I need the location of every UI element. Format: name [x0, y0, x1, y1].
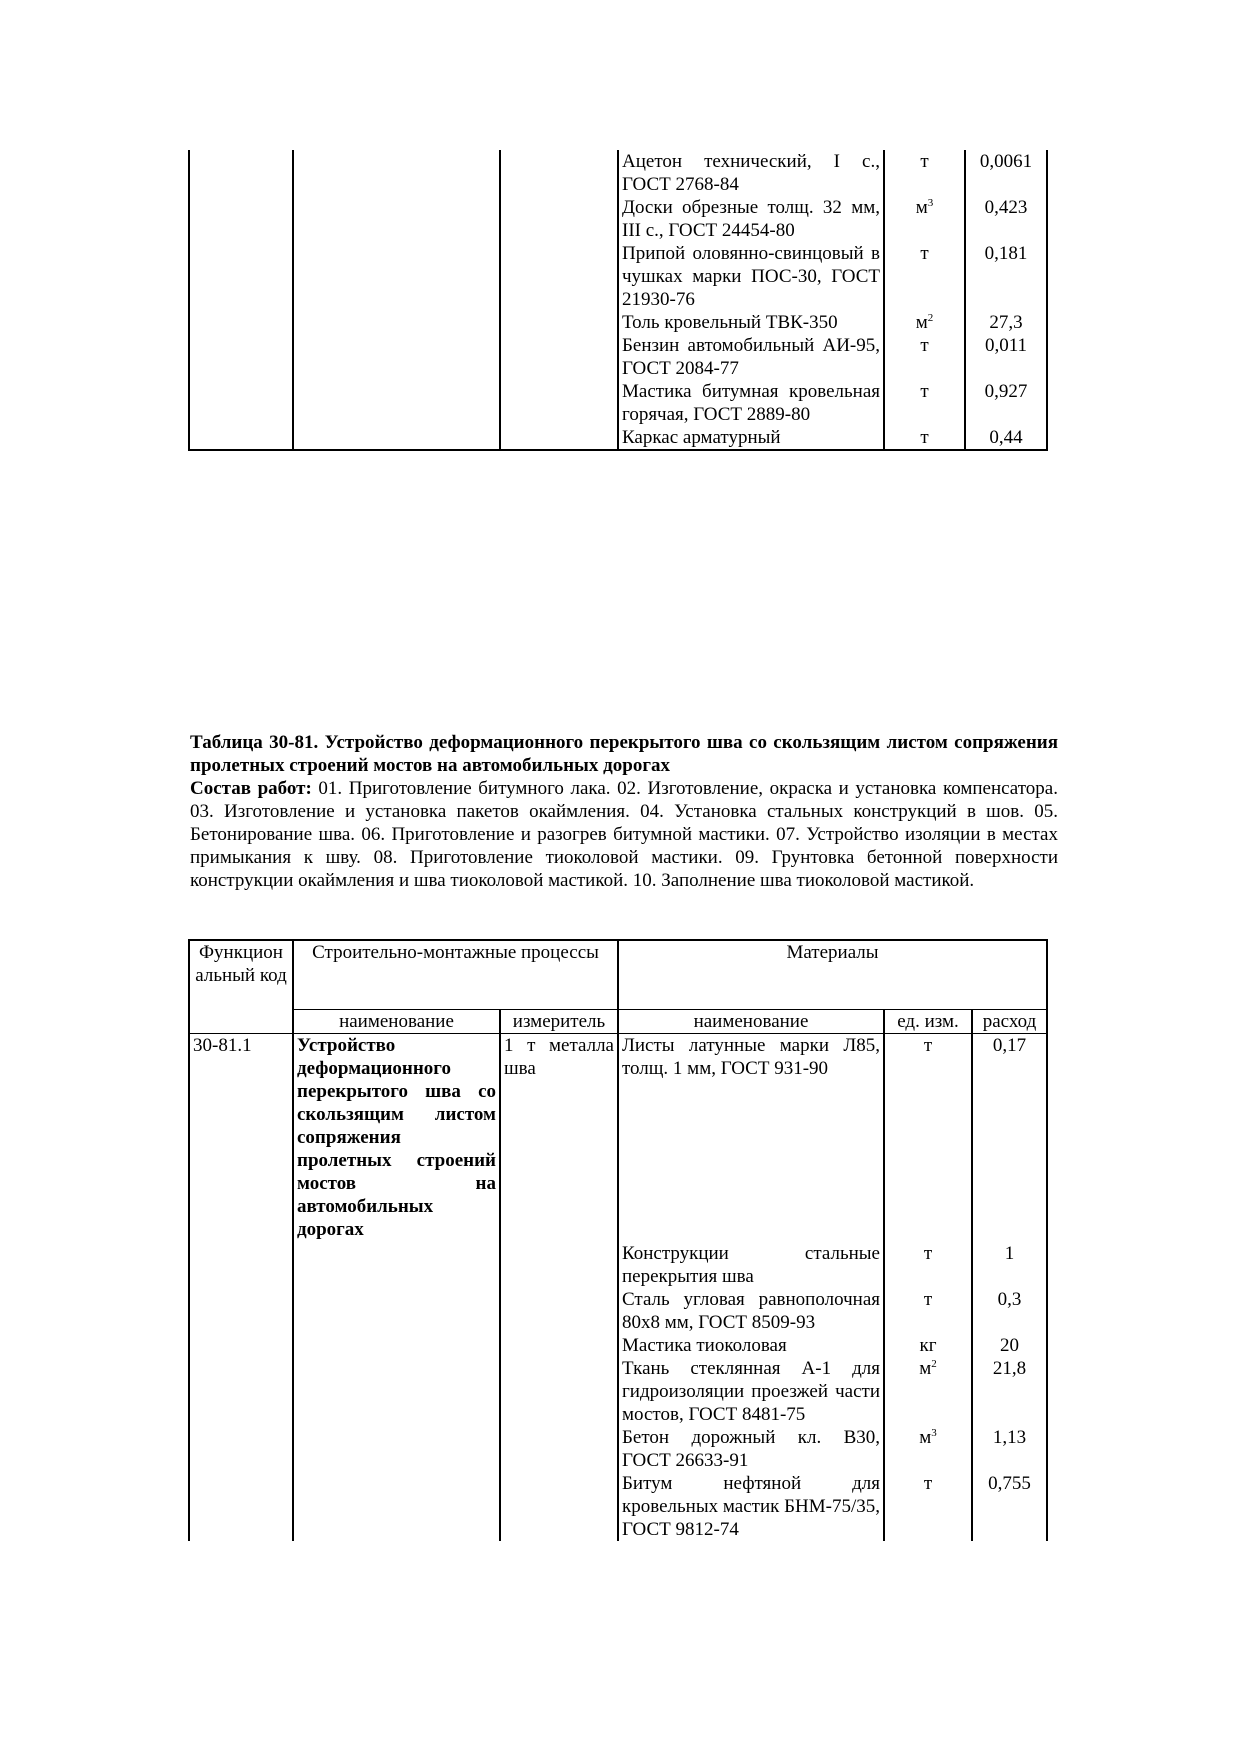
material-name: Мастика битумная кровельная горячая, ГОСТ 2889-80: [618, 380, 884, 426]
material-name: Сталь угловая равнополочная 80х8 мм, ГОСТ 8509-93: [618, 1288, 884, 1334]
material-value: 1: [972, 1242, 1047, 1288]
material-value: 0,17: [972, 1034, 1047, 1243]
material-name: Битум нефтяной для кровельных мастик БНМ-75/35, ГОСТ 9812-74: [618, 1472, 884, 1541]
code-cell: 30-81.1: [189, 1034, 293, 1542]
material-value: 20: [972, 1334, 1047, 1357]
process-unit-cell: [500, 150, 618, 450]
material-unit: т: [884, 242, 965, 311]
table-header-row: [189, 940, 1047, 1010]
header-material-unit: ед. изм.: [884, 1010, 972, 1034]
material-name: Каркас арматурный: [618, 426, 884, 450]
header-materials: Материалы: [618, 940, 1047, 1010]
norms-table: [188, 939, 1048, 1541]
material-unit: т: [884, 150, 965, 196]
material-name: Конструкции стальные перекрытия шва: [618, 1242, 884, 1288]
material-name: Толь кровельный ТВК-350: [618, 311, 884, 334]
process-name-cell: [293, 150, 500, 450]
header-process-unit: измеритель: [500, 1010, 618, 1034]
material-value: 0,927: [965, 380, 1047, 426]
material-value: 0,423: [965, 196, 1047, 242]
material-name: Ткань стеклянная А-1 для гидроизоляции проезжей части мостов, ГОСТ 8481-75: [618, 1357, 884, 1426]
material-unit: $м^2$: [884, 1357, 972, 1426]
header-material-value: расход: [972, 1010, 1047, 1034]
material-name: Припой оловянно-свинцовый в чушках марки ПОС-30, ГОСТ 21930-76: [618, 242, 884, 311]
header-material-name: наименование: [618, 1010, 884, 1034]
process-unit-cell: 1 т металла шва: [500, 1034, 618, 1542]
section-heading: [190, 731, 1058, 892]
material-value: 0,44: [965, 426, 1047, 450]
material-unit: т: [884, 1242, 972, 1288]
material-value: 0,011: [965, 334, 1047, 380]
table-subheader-row: [189, 1010, 1047, 1034]
material-unit: $м^3$: [884, 1426, 972, 1472]
material-unit: кг: [884, 1334, 972, 1357]
material-name: Бетон дорожный кл. В30, ГОСТ 26633-91: [618, 1426, 884, 1472]
material-value: 21,8: [972, 1357, 1047, 1426]
material-name: Бензин автомобильный АИ-95, ГОСТ 2084-77: [618, 334, 884, 380]
code-cell: [189, 150, 293, 450]
table-title: Таблица 30-81. Устройство деформационного перекрытого шва со скользящим листом сопряжения пролетных строений мостов на автомобильных дорогах: [190, 732, 1058, 776]
works-composition: [190, 777, 1058, 892]
material-name: Листы латунные марки Л85, толщ. 1 мм, ГОСТ 931-90: [618, 1034, 884, 1243]
material-name: Доски обрезные толщ. 32 мм, III с., ГОСТ 24454-80: [618, 196, 884, 242]
materials-table-continuation: [188, 150, 1048, 451]
works-label: Состав работ:: [190, 778, 312, 799]
header-process-name: наименование: [293, 1010, 500, 1034]
material-value: 0,755: [972, 1472, 1047, 1541]
material-unit: т: [884, 380, 965, 426]
material-unit: т: [884, 1288, 972, 1334]
material-name: Ацетон технический, I с., ГОСТ 2768-84: [618, 150, 884, 196]
material-value: 0,3: [972, 1288, 1047, 1334]
material-unit: т: [884, 1034, 972, 1243]
material-unit: т: [884, 1472, 972, 1541]
material-unit: т: [884, 426, 965, 450]
process-name-cell: Устройство деформационного перекрытого шва со скользящим листом сопряжения пролетных строений мостов на автомобильных дорогах: [293, 1034, 500, 1542]
table-row: [189, 150, 1047, 196]
table-row: [189, 1034, 1047, 1243]
material-unit: $м^2$: [884, 311, 965, 334]
works-text: 01. Приготовление битумного лака. 02. Изготовление, окраска и установка компенсатора. 03. Изготовление и установка пакетов окаймления. 04. Установка стальных конструкций в шов. 05. Бетонирование шва. 06. Приготовление и разогрев битумной мастики. 07. Устройство изоляции в местах примыкания к шву. 08. Приготовление тиоколовой мастики. 09. Грунтовка бетонной поверхности конструкции окаймления и шва тиоколовой мастикой. 10. Заполнение шва тиоколовой мастикой.: [190, 778, 1058, 891]
header-code: Функцион альный код: [189, 940, 293, 1034]
material-value: 1,13: [972, 1426, 1047, 1472]
material-unit: $м^3$: [884, 196, 965, 242]
material-name: Мастика тиоколовая: [618, 1334, 884, 1357]
material-value: 0,181: [965, 242, 1047, 311]
header-processes: Строительно-монтажные процессы: [293, 940, 618, 1010]
material-unit: т: [884, 334, 965, 380]
material-value: 27,3: [965, 311, 1047, 334]
material-value: 0,0061: [965, 150, 1047, 196]
